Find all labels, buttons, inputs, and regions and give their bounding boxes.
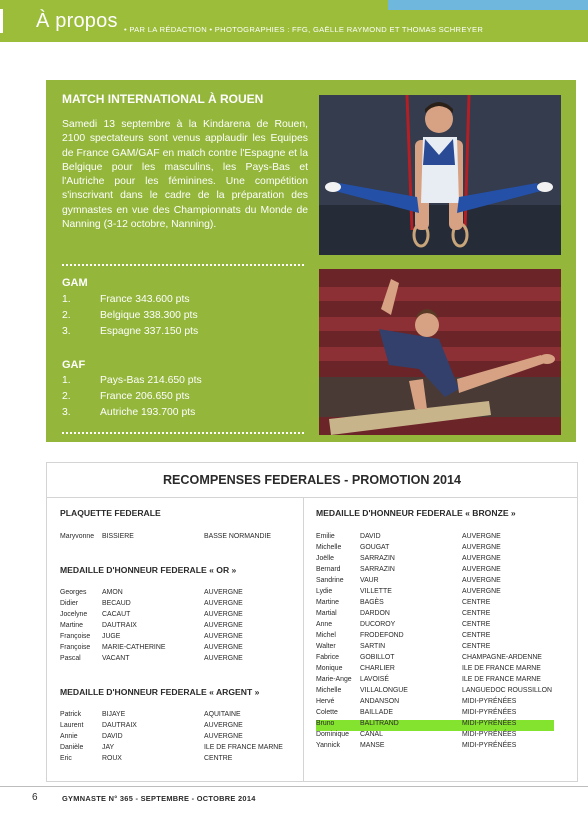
gaf-result-3 [62,407,302,423]
region: AQUITAINE [204,711,241,718]
first-name: Jocelyne [60,611,88,618]
region: LANGUEDOC ROUSSILLON [462,687,552,694]
region: AUVERGNE [204,655,243,662]
beam-gymnast-illustration [319,269,561,435]
first-name: Fabrice [316,654,339,661]
region: CENTRE [462,610,491,617]
rings-gymnast-photo [319,95,561,255]
region: AUVERGNE [462,566,501,573]
list-item [60,533,300,544]
list-item [316,621,554,632]
last-name: VACANT [102,655,130,662]
or-heading: MEDAILLE D'HONNEUR FEDERALE « OR » [60,565,237,575]
list-item [316,577,554,588]
list-item [316,698,554,709]
region: AUVERGNE [204,611,243,618]
footer-rule [0,786,588,787]
dotted-divider [62,264,304,266]
region: AUVERGNE [204,633,243,640]
region: CENTRE [462,599,491,606]
first-name: Pascal [60,655,81,662]
list-item [60,722,300,733]
page-number: 6 [32,792,38,803]
last-name: DAUTRAIX [102,722,137,729]
last-name: FRODEFOND [360,632,404,639]
last-name: CACAUT [102,611,131,618]
list-item [60,644,300,655]
first-name: Anne [316,621,333,628]
section-title: À propos [36,10,118,32]
last-name: CANAL [360,731,383,738]
region: CENTRE [462,643,491,650]
first-name: Sandrine [316,577,344,584]
last-name: DAVID [102,733,123,740]
region: AUVERGNE [204,733,243,740]
last-name: AMON [102,589,123,596]
result: Belgique 338.300 pts [100,310,198,321]
first-name: Emilie [316,533,335,540]
rings-gymnast-illustration [319,95,561,255]
region: CENTRE [462,621,491,628]
journal-issue: GYMNASTE N° 365 - SEPTEMBRE - OCTOBRE 2014 [62,794,256,803]
gaf-result-1 [62,375,302,391]
list-item [316,632,554,643]
first-name: Michelle [316,544,342,551]
first-name: Dominique [316,731,349,738]
last-name: SARRAZIN [360,555,395,562]
last-name: SARRAZIN [360,566,395,573]
list-item [316,599,554,610]
region: MIDI-PYRÉNÉES [462,698,517,705]
first-name: Maryvonne [60,533,95,540]
region: AUVERGNE [462,588,501,595]
list-item [316,566,554,577]
list-item [316,665,554,676]
last-name: JUGE [102,633,121,640]
region: AUVERGNE [204,622,243,629]
list-item [316,610,554,621]
last-name: GOUGAT [360,544,390,551]
region: ILE DE FRANCE MARNE [462,676,541,683]
list-item [316,709,554,720]
first-name: Lydie [316,588,333,595]
list-item [60,600,300,611]
list-item [60,622,300,633]
last-name: BECAUD [102,600,131,607]
last-name: CHARLIER [360,665,395,672]
dotted-divider [62,432,304,434]
list-item [60,733,300,744]
highlighted-list-item [316,720,554,731]
last-name: DARDON [360,610,390,617]
awards-title: RECOMPENSES FEDERALES - PROMOTION 2014 [162,473,462,487]
region: BASSE NORMANDIE [204,533,272,540]
list-item [60,711,300,722]
plaquette-heading: PLAQUETTE FEDERALE [60,508,161,518]
list-item [316,643,554,654]
list-item [60,655,300,666]
result: France 343.600 pts [100,294,190,305]
last-name: BAGÈS [360,599,384,606]
photo-credit: • PAR LA RÉDACTION • PHOTOGRAPHIES : FFG, GAËLLE RAYMOND ET THOMAS SCHREYER [124,25,484,34]
list-item [316,731,554,742]
list-item [316,544,554,555]
region: AUVERGNE [462,533,501,540]
result: France 206.650 pts [100,391,190,402]
list-item [60,755,300,766]
first-name: Didier [60,600,78,607]
first-name: Martine [60,622,83,629]
region: AUVERGNE [462,577,501,584]
last-name: BISSIERE [102,533,134,540]
last-name: DUCOROY [360,621,396,628]
rank: 2. [62,391,71,402]
banner-blue-stripe [388,0,588,10]
list-item [60,744,300,755]
last-name: VILLETTE [360,588,392,595]
first-name: Françoise [60,644,91,651]
gaf-heading: GAF [62,359,86,371]
match-title: MATCH INTERNATIONAL À ROUEN [62,92,264,106]
bronze-heading: MEDAILLE D'HONNEUR FEDERALE « BRONZE » [316,508,516,518]
first-name: Michel [316,632,336,639]
header-banner [0,0,588,42]
region: AUVERGNE [462,555,501,562]
beam-gymnast-photo [319,269,561,435]
panel-rule [47,497,577,498]
first-name: Patrick [60,711,82,718]
list-item [316,588,554,599]
region: ILE DE FRANCE MARNE [462,665,541,672]
region: AUVERGNE [462,544,501,551]
last-name: MARIE-CATHERINE [102,644,166,651]
region: CENTRE [204,755,233,762]
rank: 1. [62,375,71,386]
first-name: Bruno [316,720,335,727]
last-name: DAUTRAIX [102,622,137,629]
first-name: Colette [316,709,338,716]
region: AUVERGNE [204,589,243,596]
list-item [60,633,300,644]
gam-result-1 [62,294,302,310]
first-name: Annie [60,733,78,740]
first-name: Martine [316,599,339,606]
gaf-result-2 [62,391,302,407]
region: CENTRE [462,632,491,639]
first-name: Danièle [60,744,84,751]
panel-column-divider [303,497,304,781]
result: Pays-Bas 214.650 pts [100,375,202,386]
last-name: BAILLADE [360,709,393,716]
rank: 3. [62,326,71,337]
first-name: Eric [60,755,72,762]
last-name: JAY [102,744,115,751]
last-name: GOBILLOT [360,654,395,661]
gam-result-2 [62,310,302,326]
last-name: VAUR [360,577,379,584]
gam-heading: GAM [62,277,88,289]
last-name: SARTIN [360,643,386,650]
region: ILE DE FRANCE MARNE [204,744,283,751]
list-item [316,742,554,753]
last-name: VILLALONGUE [360,687,408,694]
list-item [316,654,554,665]
gam-result-3 [62,326,302,342]
last-name: ROUX [102,755,122,762]
rank: 1. [62,294,71,305]
list-item [316,676,554,687]
first-name: Yannick [316,742,341,749]
first-name: Hervé [316,698,335,705]
first-name: Monique [316,665,343,672]
rank: 3. [62,407,71,418]
first-name: Michelle [316,687,342,694]
region: AUVERGNE [204,600,243,607]
region: AUVERGNE [204,644,243,651]
first-name: Georges [60,589,87,596]
first-name: Françoise [60,633,91,640]
last-name: DAVID [360,533,381,540]
argent-heading: MEDAILLE D'HONNEUR FEDERALE « ARGENT » [60,687,260,697]
first-name: Bernard [316,566,341,573]
region: MIDI-PYRÉNÉES [462,731,517,738]
list-item [60,589,300,600]
list-item [316,533,554,544]
region: MIDI-PYRÉNÉES [462,709,517,716]
region: MIDI-PYRÉNÉES [462,720,517,727]
last-name: BALITRAND [360,720,399,727]
list-item [60,611,300,622]
last-name: LAVOISÉ [360,676,389,683]
result: Espagne 337.150 pts [100,326,199,337]
first-name: Joëlle [316,555,335,562]
region: MIDI-PYRÉNÉES [462,742,517,749]
last-name: BIJAYE [102,711,126,718]
last-name: ANDANSON [360,698,400,705]
match-text: Samedi 13 septembre à la Kindarena de Rouen, 2100 spectateurs sont venus applaudir les Equipes de France GAM/GAF en match contre l'Espagne et la Belgique pour les masculins, les Pays-Bas et l'Autriche pour les féminines. Une compétition s'inscrivant dans le cadre de la préparation des gymnastes en vue des Championnats du Monde de Nanning (3-12 octobre, Nanning). [62,119,308,231]
region: AUVERGNE [204,722,243,729]
last-name: MANSE [360,742,385,749]
rank: 2. [62,310,71,321]
region: CHAMPAGNE-ARDENNE [462,654,542,661]
banner-tick [0,9,3,33]
first-name: Martial [316,610,337,617]
list-item [316,555,554,566]
first-name: Laurent [60,722,84,729]
first-name: Marie-Ange [316,676,352,683]
result: Autriche 193.700 pts [100,407,196,418]
first-name: Walter [316,643,336,650]
list-item [316,687,554,698]
